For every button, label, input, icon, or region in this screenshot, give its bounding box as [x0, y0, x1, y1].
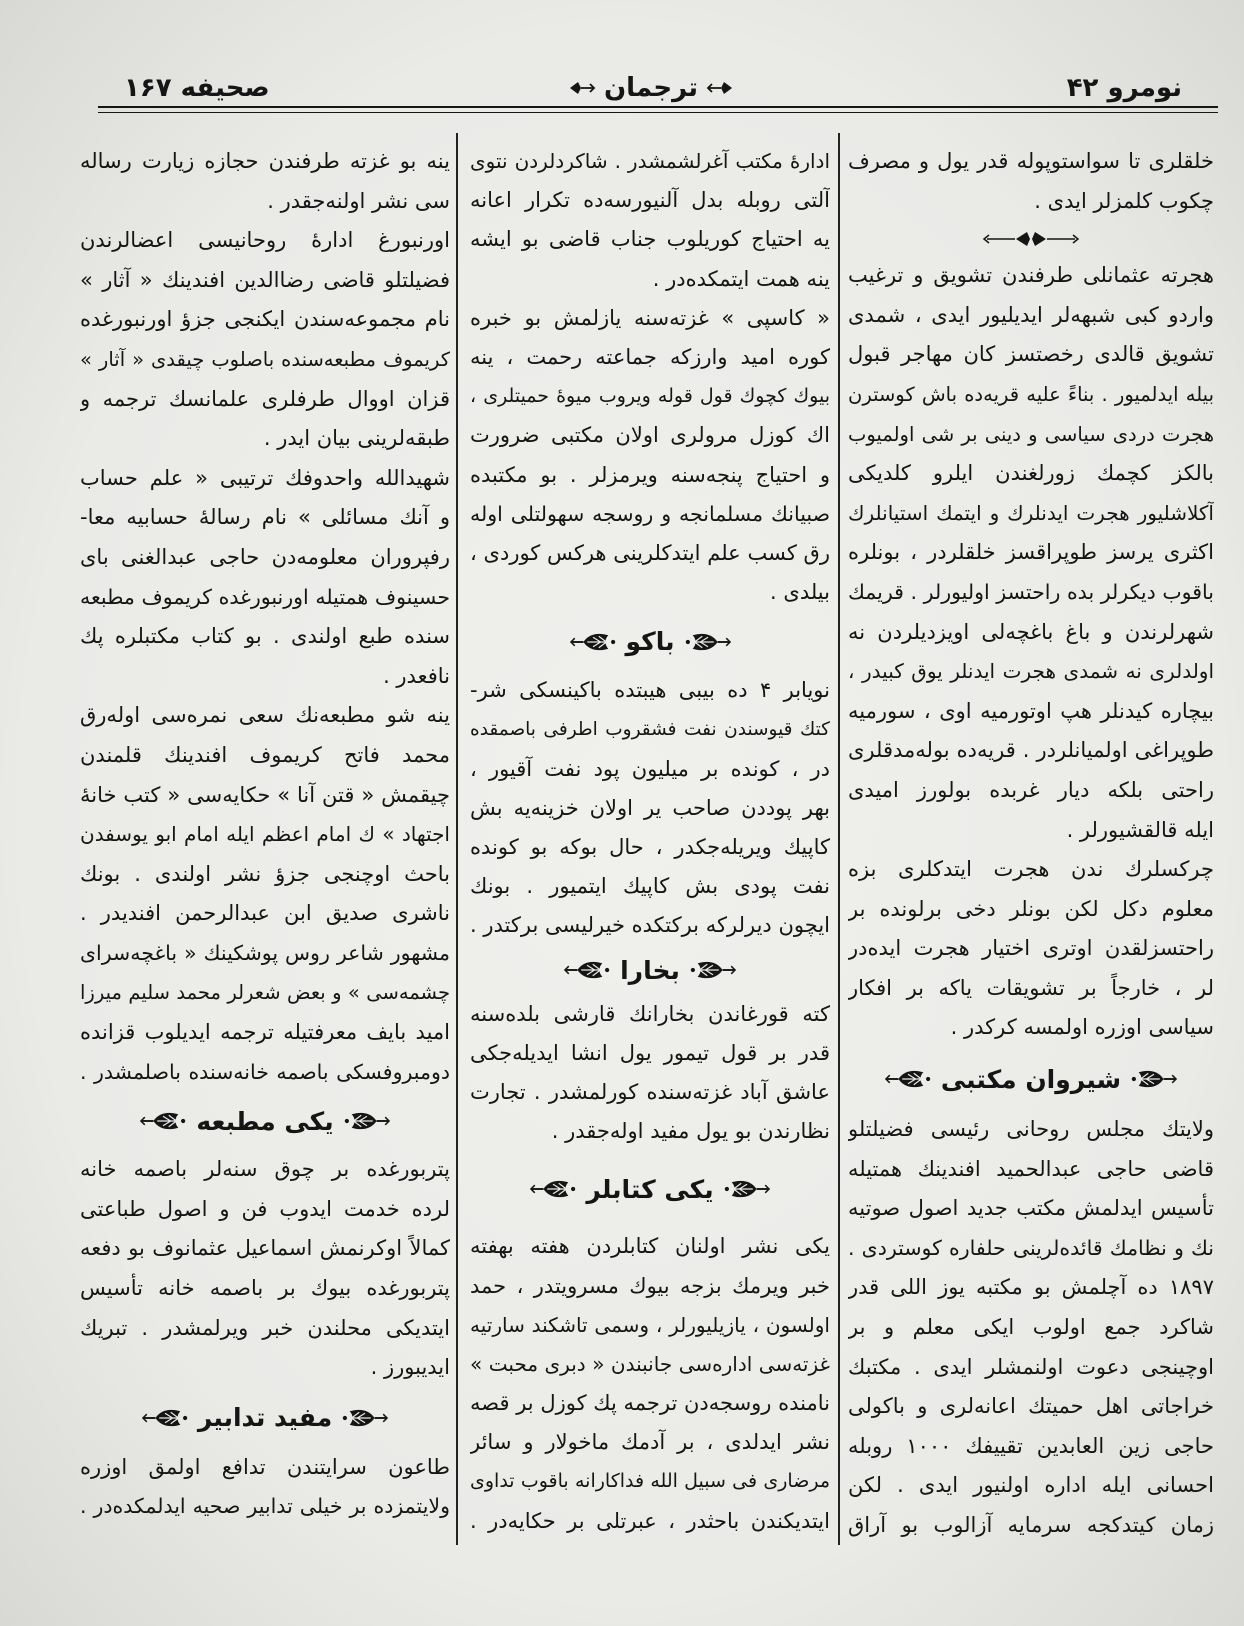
text-line: ینه شو مطبعه‌نك سعی نمره‌سی اوله‌رق: [80, 703, 450, 728]
text-line: چیقمش « قتن آنا » حكایه‌سی « كتب خانهٔ: [80, 782, 450, 807]
section-heading: [848, 1048, 1214, 1110]
ornament-icon: [142, 1407, 188, 1429]
text-line: زمان كیتدكجه سرمایه آزالوب بو آراق: [848, 1513, 1214, 1537]
text-line: تشویق قالدی رخصتسز كان مهاجر قبول: [848, 342, 1214, 367]
text-line: كتك قیوسندن نفت فشقروب اطرفی باصمقده: [470, 719, 830, 741]
text-line: كاپیك ویریله‌جكدر ، حال بوكه بو كونده: [470, 835, 830, 859]
text-line: راحتسزلقدن اوتری اختیار هجرت ایده‌در: [848, 936, 1214, 961]
text-line: سیاسی اوزره اولمسه كركدر .: [950, 1015, 1214, 1040]
ornament-icon: [685, 631, 731, 653]
page-number: صحیفه ۱۶۷: [124, 73, 270, 103]
text-line: دومبروفسكی باصمه خانه‌سنده باصلمشدر .: [80, 1059, 450, 1084]
text-line: سنده طبع اولندی . بو كتاب مكتبلره پك: [80, 624, 450, 649]
section-heading-text: بخارا: [620, 955, 680, 985]
text-line: اولدلری نه شمدی هجرت ایدنلر یوق كبیدر ،: [848, 659, 1214, 684]
text-line: باقوب دیكرلر بده راحتسز اولیورلر . قریمك: [848, 579, 1214, 604]
text-line: آلتی روبله بدل آلنیورسه‌ده تكرار اعانه: [470, 188, 830, 213]
text-line: آكلاشلیور هجرت ایدنلرك و ایتمك استیانلرك: [848, 500, 1214, 525]
text-line: كمالاً اوكرنمش اسماعیل عثمانوف بو دفعه: [80, 1236, 450, 1261]
text-line: شهرلرندن و باغ باغچه‌لی اویزدیلردن نه: [848, 619, 1214, 644]
text-line: بیوك كچوك قول قوله ویروب میوهٔ حمیتلری ،: [470, 385, 830, 408]
text-line: بیلدی .: [770, 580, 830, 605]
text-line: لر ، خارجاً بر تشویقات یاكه بر افكار: [848, 975, 1214, 1000]
text-line: عاشق آباد غزته‌سنده كورلمشدر . تجارت: [470, 1079, 830, 1104]
text-line: محمد فاتح كریموف افندینك قلمندن: [80, 742, 450, 767]
text-line: اورنبورغ اداره‌ٔ روحانیسی اعضالرندن: [80, 228, 450, 253]
text-line: معلوم دكل لكن بونلر دخی برلونده بر: [848, 896, 1214, 921]
text-line: شاكرد جمع اولوب ایكی معلم و بر: [848, 1315, 1214, 1340]
text-line: چكوب كلمزلر ایدی .: [1034, 188, 1214, 213]
ornament-icon: [690, 959, 736, 981]
text-line: بیچاره كیدنلر هپ اوتورمیه اوی ، سورمیه: [848, 698, 1214, 723]
ornament-icon: [568, 80, 596, 96]
text-line: طاعون سرایتندن تدافع اولمق اوزره: [80, 1454, 450, 1479]
newspaper-title: ترجمان: [603, 73, 699, 103]
text-line: كریموف مطبعه‌سنده باصلوب چیقدی « آثار »: [80, 347, 450, 371]
text-line: و آنك مسائلی » نام رسالهٔ حسابیه معا-: [80, 505, 450, 530]
column-separator: [456, 133, 458, 1545]
ornament-icon: [140, 1110, 186, 1132]
text-line: مرضاری فی سبیل الله فداكارانه باقوب تداوی: [470, 1470, 830, 1493]
text-line: بالكز كچمك زورلغندن ایلرو كلدیكی: [848, 461, 1214, 486]
text-line: قاضی حاجی عبدالحمید افندینك همتیله: [848, 1156, 1214, 1181]
text-line: چشمه‌سی » و بعض شعرلر محمد سلیم میرزا: [80, 981, 450, 1005]
issue-number: نومرو ۴۲: [1066, 73, 1182, 103]
text-line: « كاسپی » غزته‌سنه یازلمش بو خبره: [470, 305, 830, 330]
section-heading-text: یكی كتابلر: [586, 1174, 714, 1204]
masthead: [556, 72, 746, 104]
text-line: پتربورغده بر چوق سنه‌لر باصمه خانه: [80, 1157, 450, 1182]
text-line: بیله ایدلمیور . بناءً علیه قریه‌ده باش كوسترن: [848, 382, 1214, 406]
divider-ornament-icon: [848, 221, 1214, 256]
text-line: راحتی بلكه دیار غربده بولورز امیدی: [848, 777, 1214, 802]
text-line: نافعدر .: [383, 663, 450, 688]
ornament-icon: [885, 1068, 931, 1090]
text-line: ۱۸۹۷ ده آچلمش بو مكتبه یوز اللی قدر: [848, 1275, 1214, 1300]
text-line: نامنده روسجه‌دن ترجمه پك كوزل بر قصه: [470, 1391, 830, 1416]
text-line: باحث اوچنجی جزؤ نشر اولندی . بونك: [80, 861, 450, 886]
text-line: خبر ویرمك بزجه بیوك مسرویتدر ، حمد: [470, 1273, 830, 1298]
text-line: ولایتمزده بر خیلی تدابیر صحیه ایدلمكده‌در .: [80, 1494, 450, 1519]
text-line: احسانی ایله اداره اولنیور ایدی . لكن: [848, 1473, 1214, 1498]
text-line: یه احتیاج كوریلوب جناب قاضی بو ایشه: [470, 227, 830, 252]
text-line: قدر بر قول تیمور یول انشا ایدیله‌جكی: [470, 1040, 830, 1065]
text-line: ایتدیكی محلندن خبر ویرلمشدر . تبریك: [80, 1315, 450, 1340]
text-line: اكثری یرسز طوپراقسز خلقلردر ، بونلره: [848, 540, 1214, 565]
column-left: [80, 142, 450, 1527]
ornament-icon: [724, 1178, 770, 1200]
text-line: خلقلری تا سواستوپوله قدر یول و مصرف: [848, 149, 1214, 173]
text-line: اجتهاد » ك امام اعظم ایله امام ابو یوسفدن: [80, 822, 450, 847]
text-line: حسینوف همتیله اورنبورغده كریموف مطبعه: [80, 584, 450, 609]
text-line: ینه بو غزته طرفندن حجازه زیارت رساله: [80, 149, 450, 173]
text-line: نك و نظامك قائده‌لرینی حلفاره كوستردی .: [848, 1235, 1214, 1260]
text-line: لرده خدمت ایدوب فن و اصول طباعتی: [80, 1196, 450, 1221]
column-right: [848, 142, 1214, 1546]
text-line: فضیلتلو قاضی رضاالدین افندینك « آثار »: [80, 267, 450, 292]
text-line: مشهور شاعر روس پوشكینك « باغچه‌سرای: [80, 940, 450, 965]
text-line: نویابر ۴ ده بیبی هیبتده باكینسكی شر-: [470, 678, 830, 703]
text-line: كته قورغاندن بخارانك قارشی بلده‌سنه: [470, 1001, 830, 1026]
text-line: نظارندن بو یول مفید اوله‌جقدر .: [551, 1119, 830, 1144]
section-heading-text: باكو: [625, 627, 675, 657]
ornament-icon: [706, 80, 734, 96]
text-line: ایتدیكندن باحثدر ، عبرتلی بر حكایه‌در .: [470, 1508, 830, 1533]
text-line: و احتیاج پنجه‌سنه ویرمزلر . بو مكتبده: [470, 462, 830, 487]
ornament-icon: [342, 1407, 388, 1429]
text-line: صبیانك مسلمانجه و روسجه سهولتلی اوله: [470, 501, 830, 526]
text-line: حاجی زین العابدین تقییفك ۱۰۰۰ روبله: [848, 1433, 1214, 1458]
header-rule: [98, 106, 1218, 108]
text-line: نفت پودی بش كاپیك ایتمیور . بونك: [470, 874, 830, 899]
text-line: ناشری صدیق ابن عبدالرحمن افندیدر .: [80, 901, 450, 926]
text-line: كوره امید وارزكه جماعته رحمت ، ینه: [470, 344, 830, 369]
text-line: سی نشر اولنه‌جقدر .: [267, 188, 450, 213]
text-line: خراجاتی اهل حمیتك اعانه‌لری و باكولی: [848, 1394, 1214, 1419]
text-line: ینه همت ایتمكده‌در .: [652, 266, 830, 291]
text-line: قزان اووال طرفلری علمانسك ترجمه و: [80, 386, 450, 411]
text-line: هجرته عثمانلی طرفندن تشویق و ترغیب: [848, 263, 1214, 288]
text-line: ولایتك مجلس روحانی رئیسی فضیلتلو: [848, 1117, 1214, 1142]
header-rule: [98, 112, 1218, 113]
text-line: نشر ایدلدی ، بر آدمك ماخولار و سائر: [470, 1430, 830, 1455]
text-line: ایدیبورز .: [370, 1355, 450, 1380]
text-line: شهیدالله واحدوفك ترتیبی « علم حساب: [80, 465, 450, 490]
ornament-icon: [344, 1110, 390, 1132]
section-heading-text: یكی مطبعه: [196, 1106, 334, 1136]
text-line: پتربورغده بیوك بر باصمه خانه تأسیس: [80, 1276, 450, 1301]
text-line: اك كوزل مرولری اولان مكتبی ضرورت: [470, 423, 830, 448]
text-line: ایله قالقشیورلر .: [1066, 817, 1214, 842]
column-separator: [838, 133, 840, 1545]
text-line: غزته‌سی اداره‌سی جانبندن « دبری محبت »: [470, 1351, 830, 1376]
ornament-icon: [1131, 1068, 1177, 1090]
text-line: ایچون دیرلركه بركتكده خیرلیسی بركتدر .: [470, 913, 830, 938]
section-heading-text: مفید تدابیر: [197, 1403, 333, 1433]
text-line: یكی نشر اولنان كتابلردن هفته بهفته: [470, 1234, 830, 1259]
text-line: اداره‌ٔ مكتب آغرلشمشدر . شاكردلردن نتوی: [470, 149, 830, 173]
text-line: واردو كبی شبهه‌لر ایدیلیور ایدی ، شمدی: [848, 302, 1214, 327]
text-line: اوچینجی دعوت اولنمشلر ایدی . مكتبك: [848, 1354, 1214, 1379]
text-line: تأسیس ایدلمش مكتب جدید اصول صوتیه: [848, 1196, 1214, 1221]
text-line: امید بایف معرفتیله ترجمه ایدیلوب قزانده: [80, 1020, 450, 1045]
text-line: طوپراغی اولمیانلردر . قریه‌ده بوله‌مدقلری: [848, 738, 1214, 763]
section-heading-text: شیروان مكتبی: [940, 1064, 1122, 1094]
column-middle: [470, 142, 830, 1541]
text-line: اولسون ، یازیلیورلر ، وسمی تاشكند سارتیه: [470, 1312, 830, 1337]
section-heading: [470, 946, 830, 995]
text-line: در ، كونده بر میلیون پود نفت آقیور ،: [470, 756, 830, 781]
section-heading: [470, 1151, 830, 1227]
ornament-icon: [564, 959, 610, 981]
text-line: هجرت دردی سیاسی و دینی بر شی اولمیوب: [848, 422, 1214, 446]
text-line: رق كسب علم ایتدكلرینی هركس كوردی ،: [470, 540, 830, 565]
ornament-icon: [530, 1178, 576, 1200]
section-heading: [80, 1388, 450, 1448]
text-line: چركسلرك ندن هجرت ایتدكلری بزه: [848, 857, 1214, 882]
text-line: طبقه‌لرینی بیان ایدر .: [263, 426, 450, 451]
text-line: بهر پوددن صاحب یر اولان خزینه‌یه بش: [470, 795, 830, 820]
section-heading: [470, 612, 830, 671]
text-line: رفپروران معلومه‌دن حاجی عبدالغنی بای: [80, 544, 450, 569]
ornament-icon: [570, 631, 616, 653]
section-heading: [80, 1092, 450, 1150]
text-line: نام مجموعه‌سندن ایكنجی جزؤ اورنبورغده: [80, 307, 450, 332]
